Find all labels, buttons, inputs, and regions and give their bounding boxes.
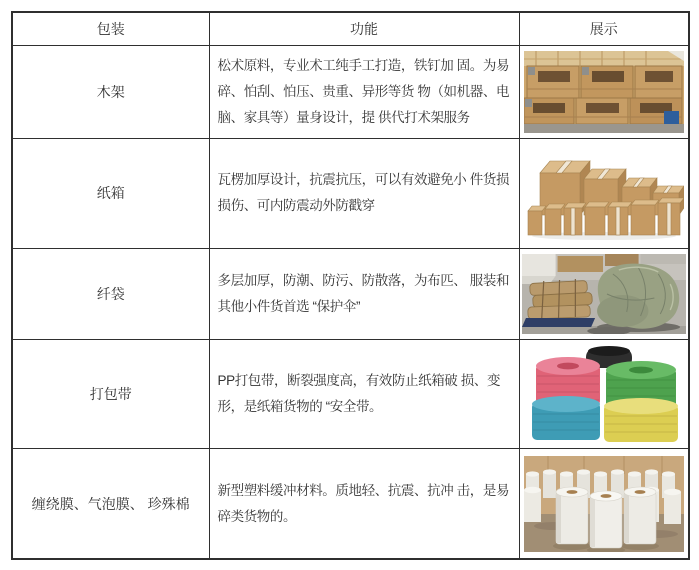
table-row-carton: [12, 139, 689, 248]
packaging-name: 打包带: [12, 340, 209, 449]
stretch-film-rolls-photo: [524, 456, 684, 552]
header-packaging: 包装: [12, 12, 209, 45]
packaging-name: 缠绕膜、气泡膜、 珍殊棉: [12, 449, 209, 559]
table-row-wrap-film: [12, 449, 689, 559]
header-function: 功能: [209, 12, 519, 45]
display-cell: [519, 45, 689, 139]
header-display: 展示: [519, 12, 689, 45]
packaging-table-container: [11, 11, 690, 560]
wooden-crates-photo: [524, 51, 684, 133]
display-cell: [519, 449, 689, 559]
function-text: 松术原料，专业术工纯手工打造，铁钉加 固。为易碎、怕刮、怕压、贵重、异形等货 物（如机器、电脑、家具等）量身设计，提 供代打术架服务: [209, 45, 519, 139]
table-row-strapping: [12, 340, 689, 449]
table-row-wooden-crate: [12, 45, 689, 139]
function-text: 新型塑料缓冲材料。质地轻、抗震、抗冲 击，是易碎类货物的。: [209, 449, 519, 559]
display-cell: [519, 248, 689, 339]
packaging-name: 纤袋: [12, 248, 209, 339]
woven-bags-photo: [522, 254, 686, 334]
cardboard-boxes-photo: [524, 145, 684, 241]
strapping-rolls-photo: [524, 346, 684, 442]
packaging-name: 木架: [12, 45, 209, 139]
display-cell: [519, 340, 689, 449]
packaging-name: 纸箱: [12, 139, 209, 248]
packaging-table: [11, 11, 690, 560]
display-cell: [519, 139, 689, 248]
function-text: 瓦楞加厚设计，抗震抗压，可以有效避免小 件货损损伤、可内防震动外防戳穿: [209, 139, 519, 248]
table-row-fiber-bag: [12, 248, 689, 339]
header-row: [12, 12, 689, 45]
function-text: PP打包带，断裂强度高，有效防止纸箱破 损、变形，是纸箱货物的 “安全带。: [209, 340, 519, 449]
function-text: 多层加厚，防潮、防污、防散落，为布匹、 服装和其他小件货首选 “保护伞”: [209, 248, 519, 339]
